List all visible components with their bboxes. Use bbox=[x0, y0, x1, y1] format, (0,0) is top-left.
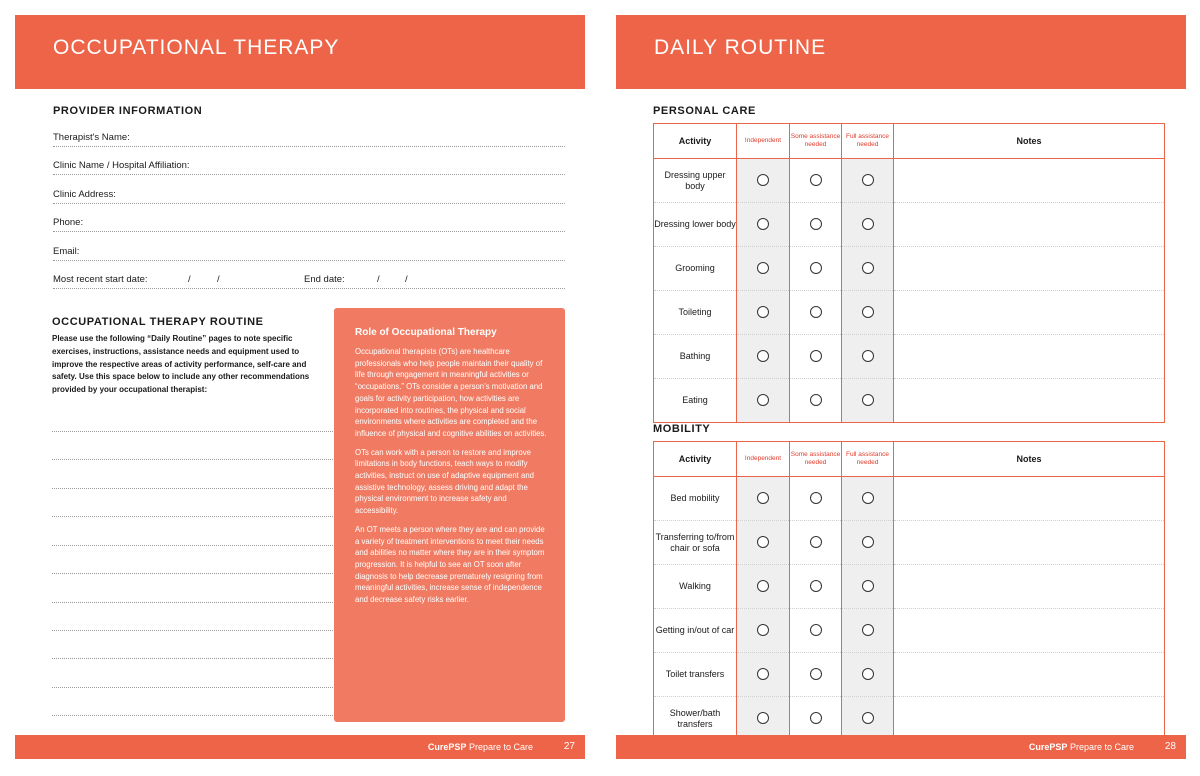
table-row bbox=[654, 565, 1165, 609]
table-row bbox=[654, 697, 1165, 741]
column-header-activity: Activity bbox=[654, 442, 737, 477]
some-assistance-radio[interactable] bbox=[810, 492, 822, 504]
some-assistance-radio[interactable] bbox=[810, 218, 822, 230]
activity-label: Bed mobility bbox=[654, 477, 737, 521]
field-label: Clinic Name / Hospital Affiliation: bbox=[53, 160, 190, 171]
header-band bbox=[15, 15, 585, 89]
table-row bbox=[654, 477, 1165, 521]
activity-label: Shower/bath transfers bbox=[654, 697, 737, 741]
page-number: 27 bbox=[563, 741, 575, 752]
notes-line[interactable] bbox=[52, 687, 337, 688]
notes-cell[interactable] bbox=[894, 291, 1165, 335]
independent-radio[interactable] bbox=[757, 350, 769, 362]
full-assistance-cell bbox=[842, 335, 894, 379]
full-assistance-cell bbox=[842, 159, 894, 203]
column-header-some-assistance: Some assistance needed bbox=[790, 124, 842, 159]
table-row bbox=[654, 335, 1165, 379]
full-assistance-cell bbox=[842, 247, 894, 291]
full-assistance-cell bbox=[842, 291, 894, 335]
independent-radio[interactable] bbox=[757, 668, 769, 680]
table-row bbox=[654, 609, 1165, 653]
date-separator: / bbox=[188, 274, 191, 285]
full-assistance-cell bbox=[842, 203, 894, 247]
notes-cell[interactable] bbox=[894, 335, 1165, 379]
right-page bbox=[616, 0, 1186, 776]
some-assistance-radio[interactable] bbox=[810, 712, 822, 724]
full-assistance-cell bbox=[842, 609, 894, 653]
full-assistance-radio[interactable] bbox=[862, 262, 874, 274]
notes-line[interactable] bbox=[52, 431, 337, 432]
notes-line[interactable] bbox=[52, 602, 337, 603]
header-band bbox=[616, 15, 1186, 89]
full-assistance-cell bbox=[842, 653, 894, 697]
notes-line[interactable] bbox=[52, 715, 337, 716]
left-page bbox=[15, 0, 585, 776]
callout-paragraph: An OT meets a person where they are and can provide a variety of treatment interventions to meet their needs and abilities no matter where they are in their symptom progression. It is helpful to see an OT soon after diagnosis to help decrease prematurely resigning from meaningful activities, increase sense of independence and decrease safety risks earlier. bbox=[355, 524, 545, 605]
full-assistance-cell bbox=[842, 477, 894, 521]
independent-cell bbox=[737, 291, 790, 335]
full-assistance-cell bbox=[842, 697, 894, 741]
some-assistance-radio[interactable] bbox=[810, 668, 822, 680]
column-header-notes: Notes bbox=[894, 442, 1165, 477]
full-assistance-cell bbox=[842, 565, 894, 609]
independent-radio[interactable] bbox=[757, 306, 769, 318]
independent-radio[interactable] bbox=[757, 624, 769, 636]
end-date-label: End date: bbox=[304, 274, 345, 285]
some-assistance-cell bbox=[790, 697, 842, 741]
table-row bbox=[654, 247, 1165, 291]
some-assistance-cell bbox=[790, 291, 842, 335]
notes-cell[interactable] bbox=[894, 203, 1165, 247]
some-assistance-radio[interactable] bbox=[810, 580, 822, 592]
independent-radio[interactable] bbox=[757, 262, 769, 274]
date-separator: / bbox=[405, 274, 408, 285]
independent-cell bbox=[737, 653, 790, 697]
independent-radio[interactable] bbox=[757, 218, 769, 230]
column-header-activity: Activity bbox=[654, 124, 737, 159]
activity-label: Dressing upper body bbox=[654, 159, 737, 203]
independent-cell bbox=[737, 203, 790, 247]
some-assistance-cell bbox=[790, 335, 842, 379]
notes-line[interactable] bbox=[52, 630, 337, 631]
some-assistance-cell bbox=[790, 609, 842, 653]
activity-label: Walking bbox=[654, 565, 737, 609]
activity-label: Toilet transfers bbox=[654, 653, 737, 697]
activity-label: Dressing lower body bbox=[654, 203, 737, 247]
table-header-row bbox=[654, 442, 1165, 477]
notes-cell[interactable] bbox=[894, 159, 1165, 203]
column-header-independent: Independent bbox=[737, 124, 790, 159]
activity-label: Getting in/out of car bbox=[654, 609, 737, 653]
page-number: 28 bbox=[1164, 741, 1176, 752]
clinic-address-field[interactable] bbox=[53, 186, 565, 204]
some-assistance-radio[interactable] bbox=[810, 394, 822, 406]
email-field[interactable] bbox=[53, 243, 565, 261]
table-row bbox=[654, 159, 1165, 203]
some-assistance-cell bbox=[790, 653, 842, 697]
column-header-independent: Independent bbox=[737, 442, 790, 477]
notes-cell[interactable] bbox=[894, 477, 1165, 521]
independent-radio[interactable] bbox=[757, 174, 769, 186]
footer-band bbox=[15, 735, 585, 759]
some-assistance-cell bbox=[790, 477, 842, 521]
notes-line[interactable] bbox=[52, 573, 337, 574]
notes-cell[interactable] bbox=[894, 653, 1165, 697]
independent-cell bbox=[737, 477, 790, 521]
some-assistance-radio[interactable] bbox=[810, 350, 822, 362]
column-header-full-assistance: Full assistance needed bbox=[842, 442, 894, 477]
notes-cell[interactable] bbox=[894, 697, 1165, 741]
independent-radio[interactable] bbox=[757, 580, 769, 592]
page-title: OCCUPATIONAL THERAPY bbox=[53, 36, 340, 59]
notes-line[interactable] bbox=[52, 488, 337, 489]
some-assistance-radio[interactable] bbox=[810, 624, 822, 636]
independent-cell bbox=[737, 565, 790, 609]
notes-line[interactable] bbox=[52, 658, 337, 659]
notes-cell[interactable] bbox=[894, 609, 1165, 653]
callout-paragraph: OTs can work with a person to restore and improve limitations in body functions, teach ways to modify activities, instruct on use of adaptive equipment and assistive technology, assess driving and adapt the physical environment to increase safety and accessibility. bbox=[355, 447, 535, 516]
independent-cell bbox=[737, 697, 790, 741]
notes-line[interactable] bbox=[52, 459, 337, 460]
some-assistance-radio[interactable] bbox=[810, 174, 822, 186]
full-assistance-radio[interactable] bbox=[862, 624, 874, 636]
footer-text bbox=[428, 742, 533, 752]
independent-cell bbox=[737, 335, 790, 379]
notes-cell[interactable] bbox=[894, 565, 1165, 609]
start-date-label: Most recent start date: bbox=[53, 274, 148, 285]
notes-line[interactable] bbox=[52, 545, 337, 546]
role-of-ot-callout bbox=[334, 308, 565, 722]
independent-radio[interactable] bbox=[757, 712, 769, 724]
activity-label: Grooming bbox=[654, 247, 737, 291]
notes-line[interactable] bbox=[52, 516, 337, 517]
some-assistance-cell bbox=[790, 379, 842, 423]
full-assistance-radio[interactable] bbox=[862, 306, 874, 318]
routine-heading: OCCUPATIONAL THERAPY ROUTINE bbox=[52, 316, 264, 328]
footer-text bbox=[1029, 742, 1134, 752]
notes-cell[interactable] bbox=[894, 521, 1165, 565]
table-row bbox=[654, 291, 1165, 335]
full-assistance-radio[interactable] bbox=[862, 394, 874, 406]
column-header-notes: Notes bbox=[894, 124, 1165, 159]
mobility-table bbox=[653, 441, 1165, 741]
field-label: Phone: bbox=[53, 217, 84, 228]
full-assistance-radio[interactable] bbox=[862, 668, 874, 680]
table-row bbox=[654, 653, 1165, 697]
clinic-name-field[interactable] bbox=[53, 157, 565, 175]
independent-cell bbox=[737, 159, 790, 203]
footer-tagline: Prepare to Care bbox=[468, 742, 533, 752]
full-assistance-cell bbox=[842, 379, 894, 423]
full-assistance-radio[interactable] bbox=[862, 712, 874, 724]
field-label: Therapist's Name: bbox=[53, 132, 130, 143]
full-assistance-cell bbox=[842, 521, 894, 565]
some-assistance-radio[interactable] bbox=[810, 306, 822, 318]
column-header-some-assistance: Some assistance needed bbox=[790, 442, 842, 477]
personal-care-heading: PERSONAL CARE bbox=[653, 105, 756, 117]
some-assistance-cell bbox=[790, 203, 842, 247]
full-assistance-radio[interactable] bbox=[862, 580, 874, 592]
independent-cell bbox=[737, 609, 790, 653]
table-header-row bbox=[654, 124, 1165, 159]
full-assistance-radio[interactable] bbox=[862, 536, 874, 548]
phone-field[interactable] bbox=[53, 214, 565, 232]
notes-cell[interactable] bbox=[894, 379, 1165, 423]
column-header-full-assistance: Full assistance needed bbox=[842, 124, 894, 159]
full-assistance-radio[interactable] bbox=[862, 492, 874, 504]
table-row bbox=[654, 521, 1165, 565]
table-row bbox=[654, 379, 1165, 423]
callout-paragraph: Occupational therapists (OTs) are healthcare professionals who help people maintain their quality of life through engagement in meaningful activities or “occupations.” OTs consider a person’s motivation and goals for activity participation, how activities are incorporated into routines, the physical and social environments where activities are completed and the influence of physical and cognitive abilities on activities. bbox=[355, 347, 547, 438]
notes-cell[interactable] bbox=[894, 247, 1165, 291]
independent-cell bbox=[737, 521, 790, 565]
footer-brand: CurePSP bbox=[1028, 742, 1068, 752]
activity-label: Toileting bbox=[654, 291, 737, 335]
some-assistance-cell bbox=[790, 565, 842, 609]
independent-radio[interactable] bbox=[757, 394, 769, 406]
page-title: DAILY ROUTINE bbox=[654, 36, 827, 59]
field-label: Clinic Address: bbox=[53, 189, 116, 200]
provider-info-heading: PROVIDER INFORMATION bbox=[53, 105, 203, 117]
full-assistance-radio[interactable] bbox=[862, 218, 874, 230]
independent-radio[interactable] bbox=[757, 492, 769, 504]
independent-cell bbox=[737, 379, 790, 423]
full-assistance-radio[interactable] bbox=[862, 350, 874, 362]
field-label: Email: bbox=[53, 246, 80, 257]
some-assistance-cell bbox=[790, 159, 842, 203]
footer-brand: CurePSP bbox=[427, 742, 467, 752]
mobility-heading: MOBILITY bbox=[653, 423, 711, 435]
date-separator: / bbox=[377, 274, 380, 285]
some-assistance-radio[interactable] bbox=[810, 262, 822, 274]
independent-cell bbox=[737, 247, 790, 291]
callout-title: Role of Occupational Therapy bbox=[355, 327, 497, 338]
personal-care-table bbox=[653, 123, 1165, 423]
callout-body bbox=[355, 346, 547, 613]
activity-label: Bathing bbox=[654, 335, 737, 379]
some-assistance-radio[interactable] bbox=[810, 536, 822, 548]
table-row bbox=[654, 203, 1165, 247]
independent-radio[interactable] bbox=[757, 536, 769, 548]
activity-label: Eating bbox=[654, 379, 737, 423]
footer-tagline: Prepare to Care bbox=[1069, 742, 1134, 752]
date-field[interactable] bbox=[53, 271, 565, 289]
some-assistance-cell bbox=[790, 521, 842, 565]
full-assistance-radio[interactable] bbox=[862, 174, 874, 186]
some-assistance-cell bbox=[790, 247, 842, 291]
footer-band bbox=[616, 735, 1186, 759]
routine-instructions: Please use the following “Daily Routine” pages to note specific exercises, instructions, assistance needs and equipment used to improve the respective areas of activity performance, self-care and safety. Use this space below to include any other recommendations provided by your occupational therapist: bbox=[52, 334, 310, 395]
therapist-name-field[interactable] bbox=[53, 129, 565, 147]
date-separator: / bbox=[217, 274, 220, 285]
activity-label: Transferring to/from chair or sofa bbox=[654, 521, 737, 565]
